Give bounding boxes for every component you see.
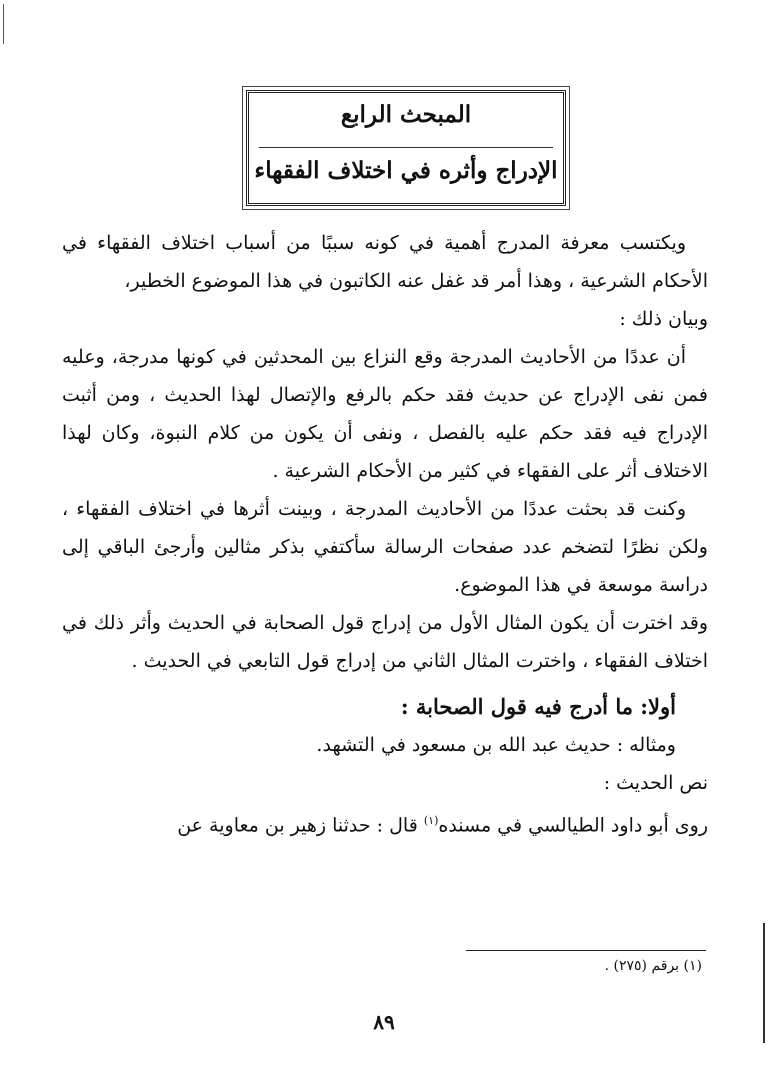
footnote-marker: (١) bbox=[423, 814, 439, 827]
narration-start: روى أبو داود الطيالسي في مسنده bbox=[438, 814, 708, 837]
narration-end: قال : حدثنا زهير بن معاوية عن bbox=[177, 814, 424, 837]
footnote-divider bbox=[466, 950, 706, 951]
paragraph-examples: وقد اخترت أن يكون المثال الأول من إدراج قول الصحابة في الحديث وأثر ذلك في اختلاف الفقهاء ، واخترت المثال الثاني من إدراج قول التابعي في الحديث . bbox=[62, 612, 708, 672]
title-box bbox=[246, 90, 566, 206]
example-line: ومثاله : حديث عبد الله بن مسعود في التشهد. bbox=[316, 734, 676, 756]
scan-edge-left bbox=[3, 4, 4, 44]
footnote: (١) برقم (٢٧٥) . bbox=[604, 958, 702, 974]
page-number: ٨٩ bbox=[373, 1010, 395, 1034]
paragraph-intro: ويكتسب معرفة المدرج أهمية في كونه سببًا من أسباب اختلاف الفقهاء في الأحكام الشرعية ، وهذا أمر قد غفل عنه الكاتبون في هذا الموضوع الخطير، bbox=[62, 232, 708, 292]
chapter-subtitle: الإدراج وأثره في اختلاف الفقهاء bbox=[254, 157, 558, 184]
paragraph-dispute: أن عددًا من الأحاديث المدرجة وقع النزاع بين المحدثين في كونها مدرجة، وعليه فمن نفى الإدراج عن حديث فقد حكم بالرفع والإتصال لهذا الحديث ، ومن أثبت الإدراج فيه فقد حكم عليه بالفصل ، ونفى أن يكون من كلام النبوة، وكان لهذا الاختلاف أثر على الفقهاء في كثير من الأحكام الشرعية . bbox=[62, 346, 708, 482]
paragraph-research: وكنت قد بحثت عددًا من الأحاديث المدرجة ، وبينت أثرها في اختلاف الفقهاء ، ولكن نظرًا لتضخم عدد صفحات الرسالة سأكتفي بذكر مثالين وأرجئ الباقي إلى دراسة موسعة في هذا الموضوع. bbox=[62, 498, 708, 596]
narration-line bbox=[62, 802, 708, 844]
section-heading: أولا: ما أدرج فيه قول الصحابة : bbox=[400, 694, 676, 719]
paragraph-explanation-lead: وبيان ذلك : bbox=[619, 308, 708, 330]
page-body bbox=[62, 224, 708, 844]
title-divider bbox=[259, 147, 553, 148]
chapter-title: المبحث الرابع bbox=[340, 101, 472, 128]
hadith-label: نص الحديث : bbox=[603, 772, 708, 794]
